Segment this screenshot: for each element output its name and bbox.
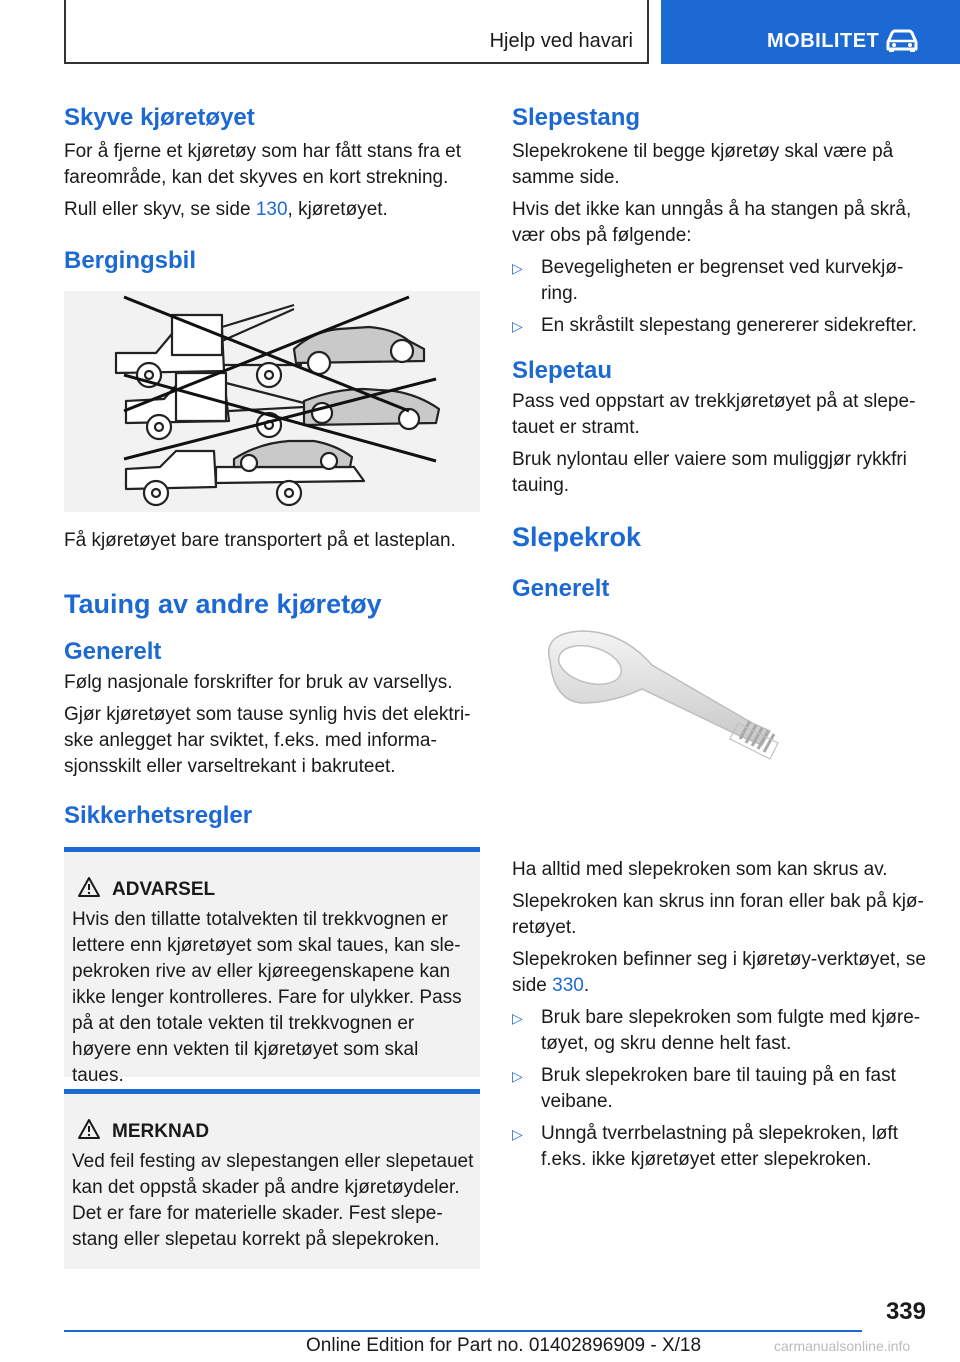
page-number: 339 (885, 1298, 926, 1325)
general-paragraph-2: Gjør kjøretøyet som tause synlig hvis det elektriske anlegget har sviktet, f.eks. med informasjonsskilt eller varseltrekant i bakruteet. (64, 704, 471, 777)
edition-text: Online Edition for Part no. 01402896909 - X/18 (306, 1335, 702, 1356)
warning-header (72, 876, 474, 903)
notice-box (64, 1089, 480, 1269)
warning-title: ADVARSEL (112, 879, 216, 900)
list-item: ▷ En skråstilt slepestang genererer sidekrefter. (512, 313, 930, 339)
list-item: ▷ Unngå tverrbelastning på slepekroken, løft f.eks. ikke kjøretøyet etter slepekroken. (512, 1123, 898, 1170)
tow-hook-heading: Slepekrok (512, 522, 642, 552)
towing-other-vehicles-heading: Tauing av andre kjøretøy (64, 589, 382, 619)
tow-rope-heading: Slepetau (512, 357, 613, 384)
page-link-330[interactable]: 330 (552, 975, 584, 996)
warning-text: Hvis den tillatte totalvekten til trekkvognen er lettere enn kjøretøyet som skal taues, kan slepekroken rive av eller kjøreegenskapene kan ikke lenger kontrolleres. Fare for ulykker. Pass på at den totale vekten til trekkvognen er høyere enn vekten til kjøretøyet som skal taues. (72, 909, 462, 1086)
left-column (64, 104, 482, 1269)
tow-hook-general-heading: Generelt (512, 575, 610, 602)
chapter-tab-label: MOBILITET (767, 30, 880, 52)
push-vehicle-paragraph: For å fjerne et kjøretøy som har fått stans fra et fareområde, kan det skyves en kort strekning. (64, 141, 462, 188)
list-item: ▷ Bevegeligheten er begrenset ved kurvekjøring. (512, 257, 904, 304)
tow-rope-paragraph-2: Bruk nylontau eller vaiere som muliggjør rykkfri tauing. (512, 449, 907, 496)
tow-bar-list (512, 255, 930, 339)
car-icon (885, 29, 919, 53)
tow-truck-caption: Få kjøretøyet bare transportert på et lasteplan. (64, 530, 456, 551)
tow-hook-reference: Slepekroken befinner seg i kjøretøy-verktøyet, se side 330. (512, 949, 926, 996)
chapter-tab (661, 0, 960, 64)
tow-hook-illustration (512, 613, 928, 823)
triangle-bullet-icon: ▷ (512, 1010, 523, 1026)
footer-divider (64, 1330, 862, 1332)
header-section-box (64, 0, 649, 64)
tow-hook-list (512, 1005, 930, 1173)
tow-truck-heading: Bergingsbil (64, 247, 197, 274)
safety-rules-heading: Sikkerhetsregler (64, 802, 253, 829)
notice-title: MERKNAD (112, 1121, 210, 1142)
watermark: carmanualsonline.info (774, 1338, 911, 1354)
list-item: ▷ Bruk bare slepekroken som fulgte med kjøretøyet, og skru denne helt fast. (512, 1007, 921, 1054)
triangle-bullet-icon: ▷ (512, 1126, 523, 1142)
tow-bar-heading: Slepestang (512, 104, 641, 131)
notice-header (72, 1118, 474, 1145)
section-title: Hjelp ved havari (489, 30, 633, 52)
notice-text: Ved feil festing av slepestangen eller slepetauet kan det oppstå skader på andre kjøretøydeler. Det er fare for materielle skader. Fest slepestang eller slepetau korrekt på slepekroken. (72, 1151, 474, 1250)
tow-hook-figure (512, 613, 928, 823)
tow-hook-paragraph-1: Ha alltid med slepekroken som kan skrus av. (512, 859, 888, 880)
tow-truck-illustration (64, 291, 480, 512)
right-column (512, 104, 930, 1179)
warning-triangle-icon (74, 876, 104, 898)
warning-box (64, 847, 480, 1086)
tow-bar-paragraph-2: Hvis det ikke kan unngås å ha stangen på skrå, vær obs på følgende: (512, 199, 912, 246)
general-heading: Generelt (64, 638, 162, 665)
triangle-bullet-icon: ▷ (512, 318, 523, 334)
triangle-bullet-icon: ▷ (512, 1068, 523, 1084)
tow-hook-paragraph-2: Slepekroken kan skrus inn foran eller bak på kjøretøyet. (512, 891, 924, 938)
general-paragraph-1: Følg nasjonale forskrifter for bruk av varsellys. (64, 672, 453, 693)
tow-rope-paragraph-1: Pass ved oppstart av trekkjøretøyet på at slepetauet er stramt. (512, 391, 916, 438)
page-link-130[interactable]: 130 (255, 199, 288, 220)
tow-bar-paragraph-1: Slepekrokene til begge kjøretøy skal være på samme side. (512, 141, 894, 188)
list-item: ▷ Bruk slepekroken bare til tauing på en fast veibane. (512, 1065, 896, 1112)
triangle-bullet-icon: ▷ (512, 260, 523, 276)
warning-triangle-icon (74, 1118, 104, 1140)
push-vehicle-heading: Skyve kjøretøyet (64, 104, 255, 131)
tow-truck-figure (64, 291, 480, 512)
push-vehicle-reference: Rull eller skyv, se side 130, kjøretøyet. (64, 199, 388, 220)
